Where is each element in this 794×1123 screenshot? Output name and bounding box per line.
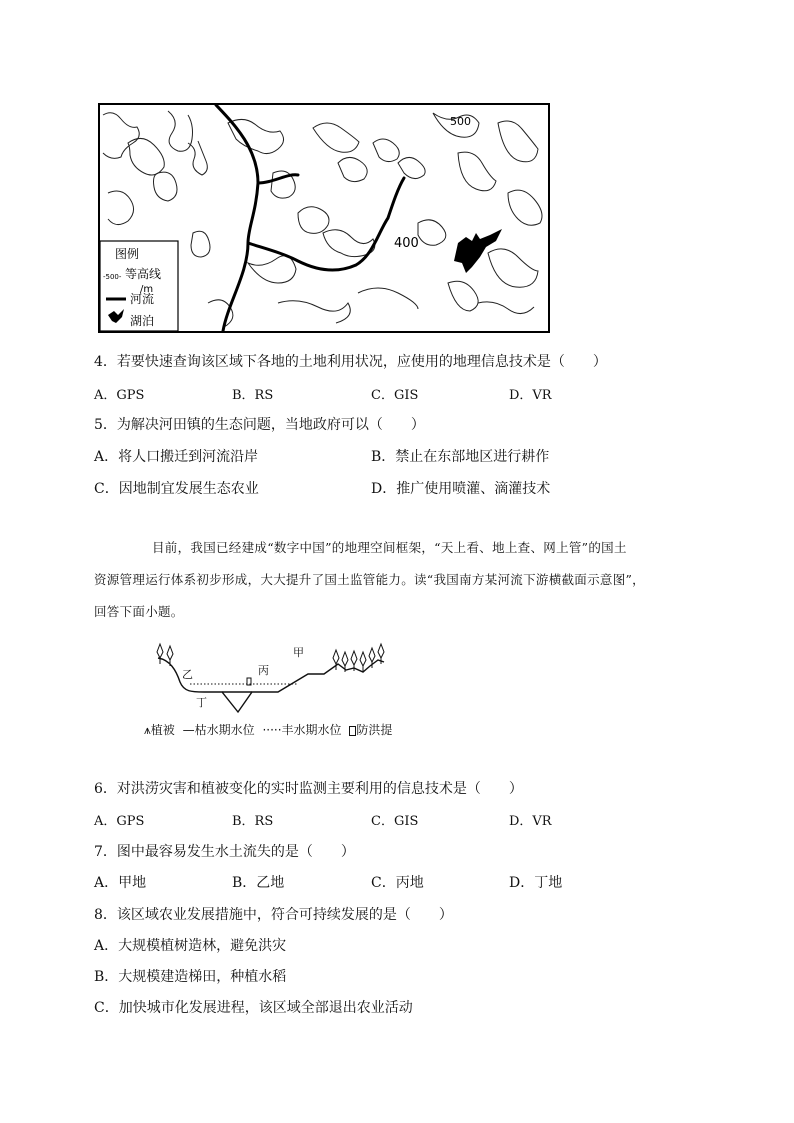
q7-option-c[interactable]: C．丙地 [371, 875, 424, 891]
label-ding: 丁 [196, 696, 207, 709]
q7-stem: 7．图中最容易发生水土流失的是（ ） [94, 844, 355, 860]
q4-option-a[interactable]: A．GPS [94, 388, 145, 403]
q6-stem: 6．对洪涝灾害和植被变化的实时监测主要利用的信息技术是（ ） [94, 781, 523, 797]
passage-line-3: 回答下面小题。 [94, 604, 184, 619]
q4-option-d[interactable]: D．VR [509, 388, 552, 403]
section-legend [144, 721, 392, 738]
legend-contour-label: 等高线 [125, 267, 162, 281]
q6-option-a[interactable]: A．GPS [94, 814, 145, 829]
q8-option-c[interactable]: C．加快城市化发展进程，该区域全部退出农业活动 [94, 1000, 413, 1016]
q8-stem: 8．该区域农业发展措施中，符合可持续发展的是（ ） [94, 907, 453, 923]
q4-option-b[interactable]: B．RS [232, 388, 274, 403]
passage-line-2: 资源管理运行体系初步形成，大大提升了国土监管能力。读“我国南方某河流下游横截面示意图”， [94, 572, 645, 587]
legend-title: 图例 [115, 247, 140, 261]
label-jia: 甲 [293, 646, 304, 659]
q6-option-c[interactable]: C．GIS [371, 814, 419, 829]
legend-river-label: 河流 [130, 292, 155, 306]
vegetation-icon: ⩚ [144, 723, 151, 737]
q7-option-b[interactable]: B．乙地 [232, 875, 285, 891]
q6-option-d[interactable]: D．VR [509, 814, 552, 829]
q7-option-d[interactable]: D．丁地 [509, 875, 563, 891]
q5-option-a[interactable]: A．将人口搬迁到河流沿岸 [94, 449, 259, 465]
q5-stem: 5．为解决河田镇的生态问题，当地政府可以（ ） [94, 417, 425, 433]
q5-option-d[interactable]: D．推广使用喷灌、滴灌技术 [371, 481, 551, 497]
q4-option-c[interactable]: C．GIS [371, 388, 419, 403]
reading-passage [94, 532, 694, 628]
label-bing: 丙 [258, 664, 269, 677]
q5-option-b[interactable]: B．禁止在东部地区进行耕作 [371, 449, 550, 465]
contour-map [98, 103, 550, 333]
contour-label-500: 500 [450, 115, 471, 128]
legend-dike: 防洪提 [356, 723, 393, 737]
q8-option-a[interactable]: A．大规模植树造林，避免洪灾 [94, 938, 287, 954]
q5-option-c[interactable]: C．因地制宜发展生态农业 [94, 481, 259, 497]
label-yi: 乙 [182, 668, 193, 681]
legend-vegetation: 植被 [150, 723, 175, 737]
q8-option-b[interactable]: B．大规模建造梯田，种植水稻 [94, 969, 287, 985]
legend-wet-level: ·····丰水期水位 [262, 723, 342, 737]
legend-lake-label: 湖泊 [130, 314, 155, 328]
q4-stem: 4．若要快速查询该区域下各地的土地利用状况，应使用的地理信息技术是（ ） [94, 354, 607, 370]
q7-option-a[interactable]: A．甲地 [94, 875, 147, 891]
passage-line-1: 目前，我国已经建成“数字中国”的地理空间框架，“天上看、地上查、网上管”的国土 [152, 540, 627, 555]
contour-label-400: 400 [394, 236, 419, 251]
legend-contour-value: -500- [103, 273, 122, 281]
legend-dry-level: —枯水期水位 [182, 723, 255, 737]
legend-contour-unit: /m [140, 284, 154, 295]
q6-option-b[interactable]: B．RS [232, 814, 274, 829]
